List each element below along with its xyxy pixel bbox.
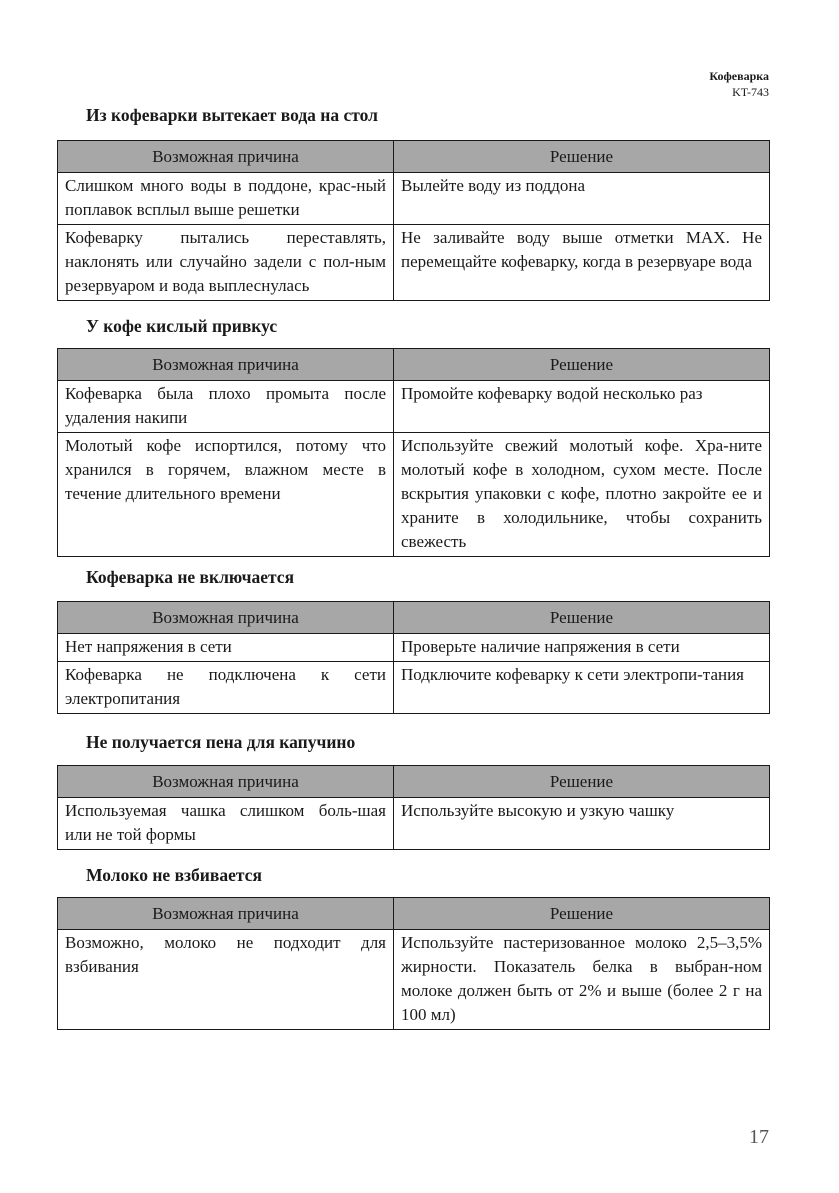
troubleshooting-table	[57, 765, 770, 850]
table-header-row	[58, 141, 770, 173]
cause-cell: Кофеварку пытались переставлять, наклонять или случайно задели с пол-ным резервуаром и вода выплеснулась	[58, 225, 394, 301]
column-header-cause: Возможная причина	[58, 349, 394, 381]
troubleshooting-table	[57, 140, 770, 301]
section-title: У кофе кислый привкус	[86, 316, 278, 336]
section-title: Из кофеварки вытекает вода на стол	[86, 105, 378, 125]
column-header-cause: Возможная причина	[58, 602, 394, 634]
column-header-cause: Возможная причина	[58, 898, 394, 930]
column-header-cause: Возможная причина	[58, 766, 394, 798]
solution-cell: Используйте высокую и узкую чашку	[394, 798, 770, 850]
solution-cell: Промойте кофеварку водой несколько раз	[394, 381, 770, 433]
solution-cell: Используйте свежий молотый кофе. Хра-ните молотый кофе в холодном, сухом месте. После вскрытия упаковки с кофе, плотно закройте ее и храните в холодильнике, чтобы сохранить свежесть	[394, 433, 770, 557]
column-header-solution: Решение	[394, 898, 770, 930]
table-row	[58, 798, 770, 850]
table-row	[58, 662, 770, 714]
column-header-solution: Решение	[394, 602, 770, 634]
cause-cell: Возможно, молоко не подходит для взбивания	[58, 930, 394, 1030]
table-row	[58, 225, 770, 301]
header-product: Кофеварка	[709, 69, 769, 83]
column-header-solution: Решение	[394, 766, 770, 798]
table-header-row	[58, 602, 770, 634]
table-header-row	[58, 898, 770, 930]
table-row	[58, 381, 770, 433]
solution-cell: Вылейте воду из поддона	[394, 173, 770, 225]
cause-cell: Слишком много воды в поддоне, крас-ный поплавок всплыл выше решетки	[58, 173, 394, 225]
table-row	[58, 930, 770, 1030]
cause-cell: Используемая чашка слишком боль-шая или не той формы	[58, 798, 394, 850]
table-row	[58, 634, 770, 662]
section-title: Молоко не взбивается	[86, 865, 262, 885]
solution-cell: Не заливайте воду выше отметки MAX. Не перемещайте кофеварку, когда в резервуаре вода	[394, 225, 770, 301]
column-header-solution: Решение	[394, 141, 770, 173]
cause-cell: Кофеварка была плохо промыта после удаления накипи	[58, 381, 394, 433]
solution-cell: Подключите кофеварку к сети электропи-тания	[394, 662, 770, 714]
header-model: KT-743	[732, 85, 769, 99]
table-header-row	[58, 766, 770, 798]
table-header-row	[58, 349, 770, 381]
column-header-solution: Решение	[394, 349, 770, 381]
table-row	[58, 433, 770, 557]
page-header	[709, 68, 769, 100]
troubleshooting-table	[57, 601, 770, 714]
table-row	[58, 173, 770, 225]
section-title: Кофеварка не включается	[86, 567, 295, 587]
troubleshooting-table	[57, 348, 770, 557]
solution-cell: Проверьте наличие напряжения в сети	[394, 634, 770, 662]
solution-cell: Используйте пастеризованное молоко 2,5–3,5% жирности. Показатель белка в выбран-ном молоке должен быть от 2% и выше (более 2 г на 100 мл)	[394, 930, 770, 1030]
cause-cell: Нет напряжения в сети	[58, 634, 394, 662]
section-title: Не получается пена для капучино	[86, 732, 356, 752]
troubleshooting-table	[57, 897, 770, 1030]
page-number: 17	[749, 1126, 769, 1148]
column-header-cause: Возможная причина	[58, 141, 394, 173]
cause-cell: Молотый кофе испортился, потому что хранился в горячем, влажном месте в течение длительного времени	[58, 433, 394, 557]
cause-cell: Кофеварка не подключена к сети электропитания	[58, 662, 394, 714]
